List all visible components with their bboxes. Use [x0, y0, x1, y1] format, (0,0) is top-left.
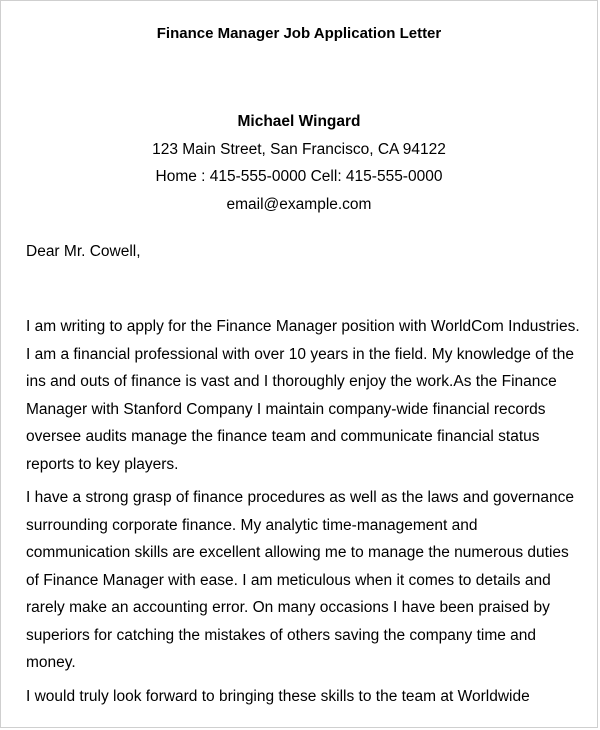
document-title: Finance Manager Job Application Letter	[156, 25, 442, 42]
sender-email: email@example.com	[226, 195, 372, 213]
sender-name: Michael Wingard	[237, 113, 361, 130]
body-paragraph-3: I would truly look forward to bringing these skills to the team at Worldwide	[26, 687, 530, 705]
body-paragraph-1: I am writing to apply for the Finance Manager position with WorldCom Industries. I am a financial professional with over 10 years in the field. My knowledge of the ins and outs of finance is vast and I thoroughly enjoy the work.As the Finance Manager with Stanford Company I maintain company-wide financial records oversee audits manage the finance team and communicate financial status reports to key players.	[26, 318, 580, 473]
salutation: Dear Mr. Cowell,	[26, 243, 141, 260]
sender-address: 123 Main Street, San Francisco, CA 94122	[152, 140, 446, 158]
body-paragraph-2: I have a strong grasp of finance procedures as well as the laws and governance surrounding corporate finance. My analytic time-management and communication skills are excellent allowing me to manage the numerous duties of Finance Manager with ease. I am meticulous when it comes to details and rarely make an accounting error. On many occasions I have been praised by superiors for catching the mistakes of others saving the company time and money.	[26, 489, 574, 671]
letter-body	[26, 313, 581, 716]
sender-phones: Home : 415-555-0000 Cell: 415-555-0000	[155, 168, 443, 185]
sender-block	[1, 108, 597, 218]
